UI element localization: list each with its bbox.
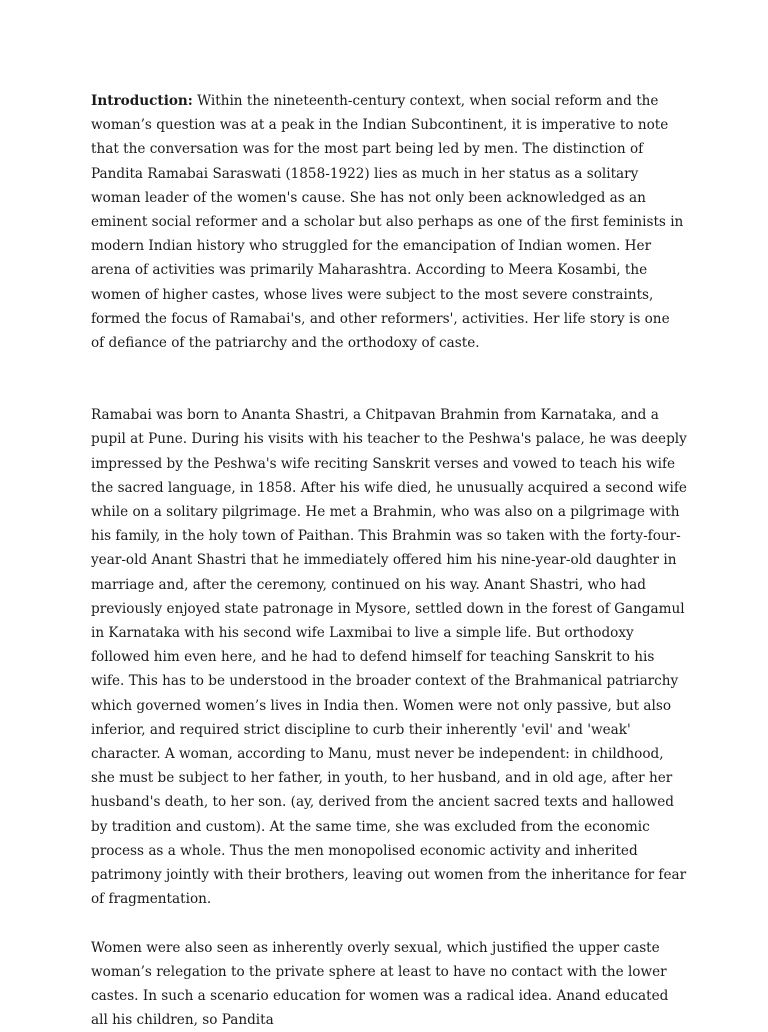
body-paragraph-2: Ramabai was born to Ananta Shastri, a Chitpavan Brahmin from Karnataka, and a pupil at Pune. During his visits with his teacher to the Peshwa's palace, he was deeply impressed by the Peshwa's wife reciting Sanskrit verses and vowed to teach his wife the sacred language, in 1858. After his wife died, he unusually acquired a second wife while on a solitary pilgrimage. He met a Brahmin, who was also on a pilgrimage with his family, in the holy town of Paithan. This Brahmin was so taken with the forty-four-year-old Anant Shastri that he immediately offered him his nine-year-old daughter in marriage and, after the ceremony, continued on his way. Anant Shastri, who had previously enjoyed state patronage in Mysore, settled down in the forest of Gangamul in Karnataka with his second wife Laxmibai to live a simple life. But orthodoxy followed him even here, and he had to defend himself for teaching Sanskrit to his wife. This has to be understood in the broader context of the Brahmanical patriarchy which governed women’s lives in India then. Women were not only passive, but also inferior, and required strict discipline to curb their inherently 'evil' and 'weak' character. A woman, according to Manu, must never be independent: in childhood, she must be subject to her father, in youth, to her husband, and in old age, after her husband's death, to her son. (ay, derived from the ancient sacred texts and hallowed by tradition and custom). At the same time, she was excluded from the economic process as a whole. Thus the men monopolised economic activity and inherited patrimony jointly with their brothers, leaving out women from the inheritance for fear of fragmentation. xyxy=(91,403,687,911)
body-paragraph-3: Women were also seen as inherently overly sexual, which justified the upper caste woman’s relegation to the private sphere at least to have no contact with the lower castes. In such a scenario education for women was a radical idea. Anand educated all his children, so Pandita xyxy=(91,936,687,1032)
intro-text: Within the nineteenth-century context, when social reform and the woman’s question was at a peak in the Indian Subcontinent, it is imperative to note that the conversation was for the most part being led by men. The distinction of Pandita Ramabai Saraswati (1858-1922) lies as much in her status as a solitary woman leader of the women's cause. She has not only been acknowledged as an eminent social reformer and a scholar but also perhaps as one of the first feminists in modern Indian history who struggled for the emancipation of Indian women. Her arena of activities was primarily Maharashtra. According to Meera Kosambi, the women of higher castes, whose lives were subject to the most severe constraints, formed the focus of Ramabai's, and other reformers', activities. Her life story is one of defiance of the patriarchy and the orthodoxy of caste. xyxy=(91,93,683,351)
document-body xyxy=(91,89,687,1032)
intro-paragraph xyxy=(91,89,687,355)
intro-heading: Introduction: xyxy=(91,93,193,109)
